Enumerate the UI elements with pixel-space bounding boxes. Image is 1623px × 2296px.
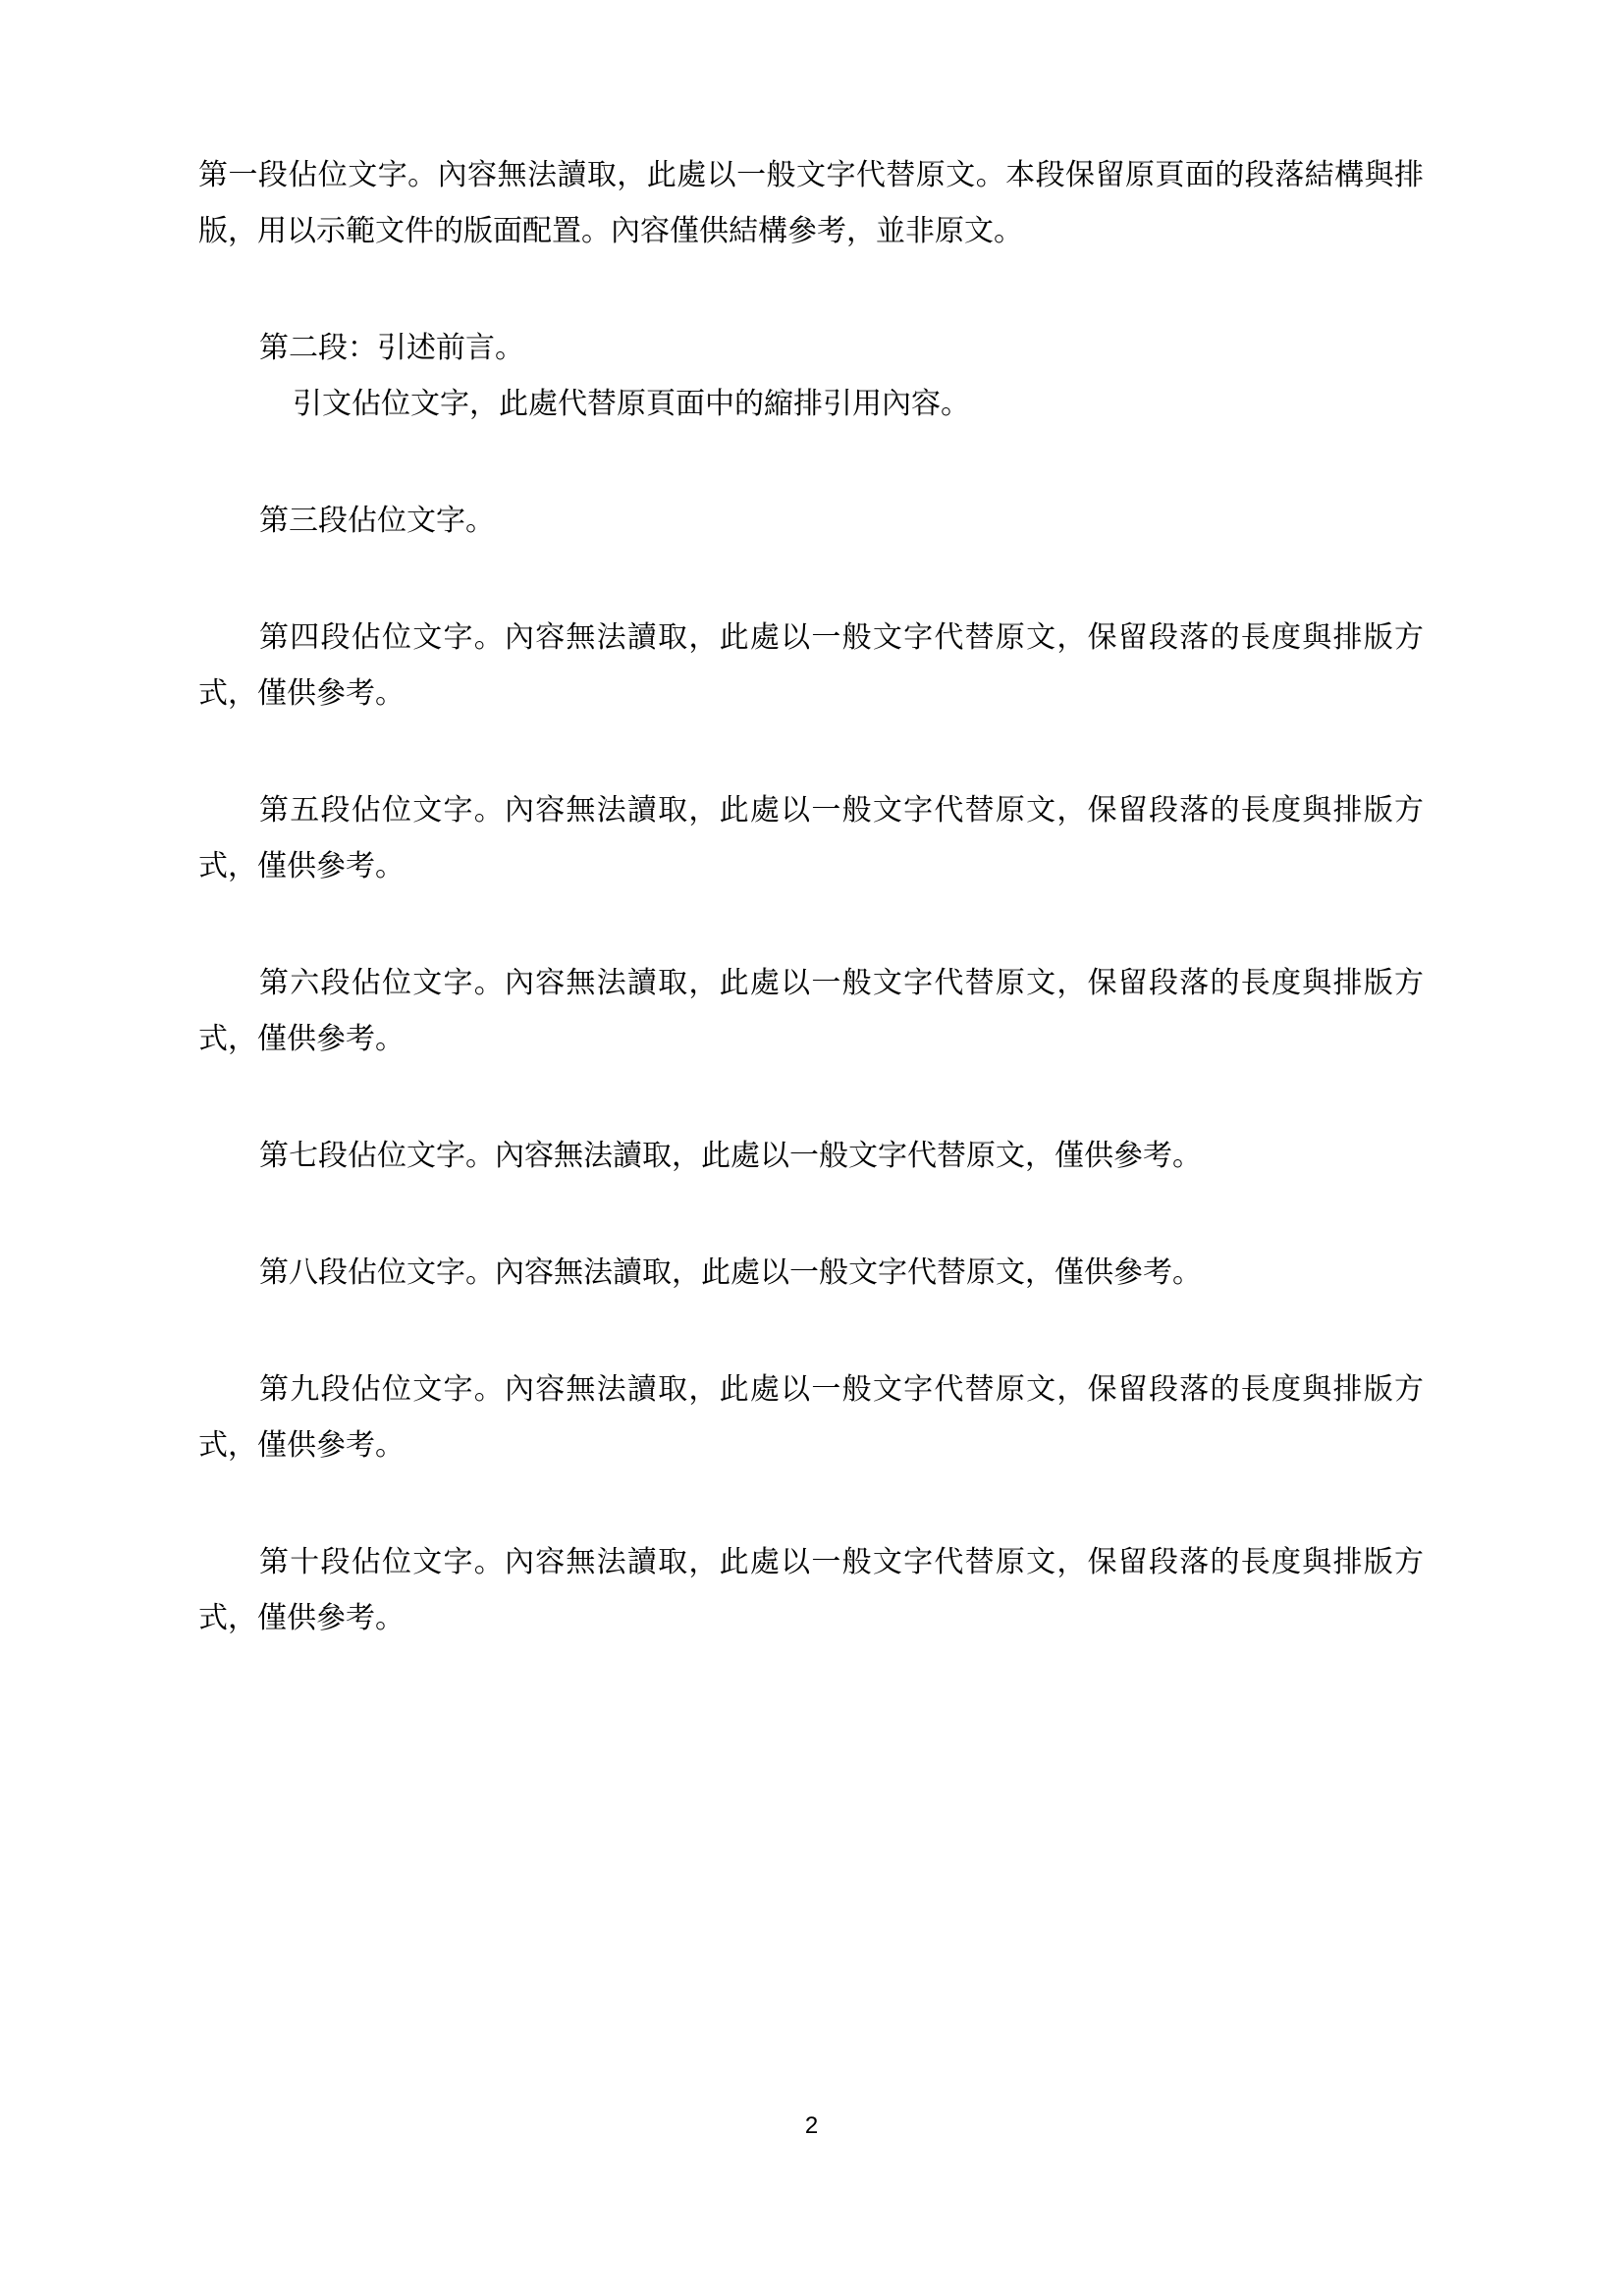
- paragraph-5: 第五段佔位文字。內容無法讀取，此處以一般文字代替原文，保留段落的長度與排版方式，僅供參考。: [198, 793, 1424, 883]
- paragraph-9: 第九段佔位文字。內容無法讀取，此處以一般文字代替原文，保留段落的長度與排版方式，僅供參考。: [198, 1372, 1424, 1463]
- quote-block: 引文佔位文字，此處代替原頁面中的縮排引用內容。: [293, 387, 970, 421]
- paragraph-10: 第十段佔位文字。內容無法讀取，此處以一般文字代替原文，保留段落的長度與排版方式，僅供參考。: [198, 1545, 1424, 1635]
- paragraph-1: 第一段佔位文字。內容無法讀取，此處以一般文字代替原文。本段保留原頁面的段落結構與排版，用以示範文件的版面配置。內容僅供結構參考，並非原文。: [198, 158, 1424, 248]
- paragraph-6: 第六段佔位文字。內容無法讀取，此處以一般文字代替原文，保留段落的長度與排版方式，僅供參考。: [198, 966, 1424, 1056]
- paragraph-gap: [198, 1301, 1424, 1362]
- paragraph-gap: [198, 1184, 1424, 1245]
- paragraph-gap: [198, 721, 1424, 782]
- paragraph-gap: [198, 1067, 1424, 1128]
- document-body: [198, 147, 1424, 1646]
- paragraph-8: 第八段佔位文字。內容無法讀取，此處以一般文字代替原文，僅供參考。: [259, 1255, 1202, 1290]
- paragraph-3: 第三段佔位文字。: [259, 504, 495, 538]
- paragraph-2: 第二段：引述前言。: [259, 331, 524, 365]
- paragraph-7: 第七段佔位文字。內容無法讀取，此處以一般文字代替原文，僅供參考。: [259, 1139, 1202, 1173]
- paragraph-gap: [198, 1473, 1424, 1534]
- paragraph-gap: [198, 549, 1424, 610]
- paragraph-gap: [198, 894, 1424, 955]
- paragraph-4: 第四段佔位文字。內容無法讀取，此處以一般文字代替原文，保留段落的長度與排版方式，僅供參考。: [198, 620, 1424, 711]
- paragraph-gap: [198, 259, 1424, 320]
- page-number: 2: [804, 2112, 819, 2139]
- paragraph-gap: [198, 432, 1424, 493]
